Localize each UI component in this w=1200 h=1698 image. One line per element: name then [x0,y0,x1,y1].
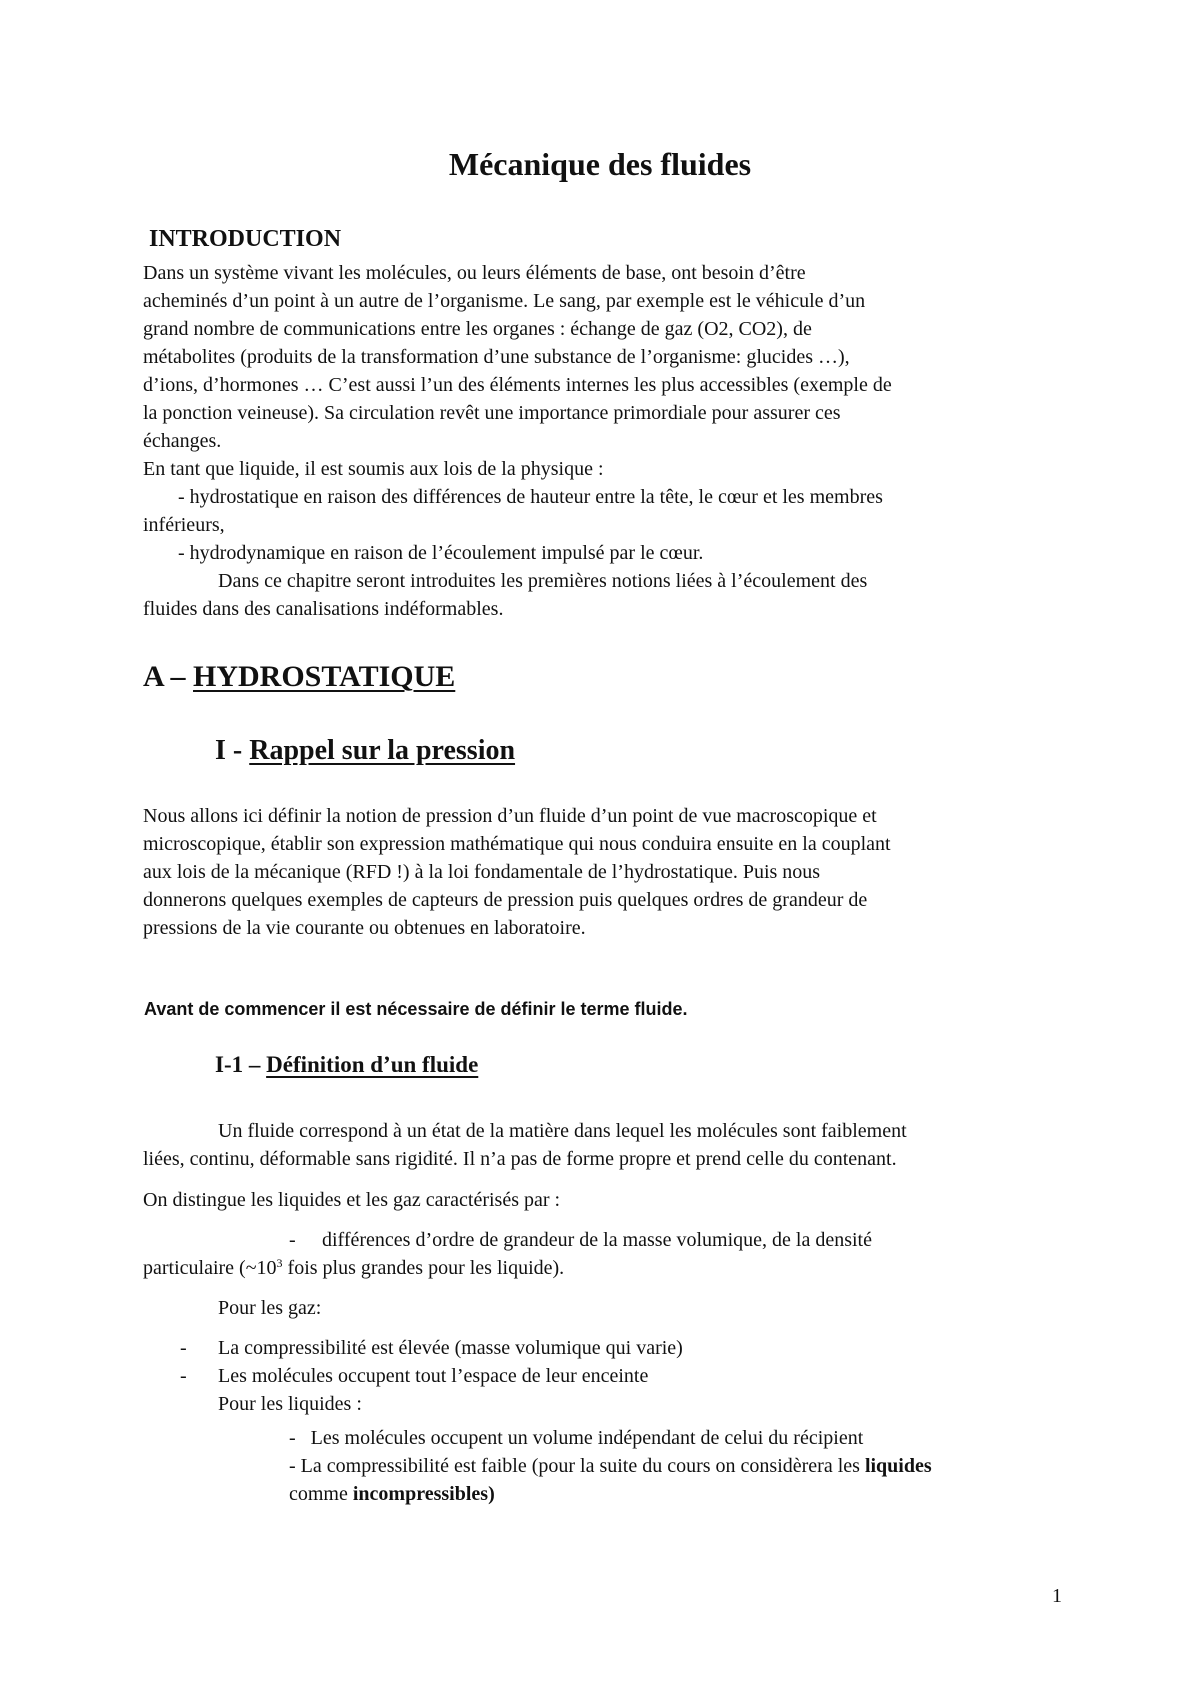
intro-line: fluides dans des canalisations indéformables. [143,598,504,620]
fluide-line: Un fluide correspond à un état de la matière dans lequel les molécules sont faiblement [218,1120,907,1142]
liquides-item-2 [289,1452,932,1480]
intro-line: Dans ce chapitre seront introduites les premières notions liées à l’écoulement des [218,570,868,592]
intro-line: d’ions, d’hormones … C’est aussi l’un des éléments internes les plus accessibles (exemple de [143,374,892,396]
liquides-item-2-continued [289,1480,495,1508]
pression-line: pressions de la vie courante ou obtenues en laboratoire. [143,917,586,939]
intro-line: - hydrodynamique en raison de l’écoulement impulsé par le cœur. [178,542,704,564]
intro-line: grand nombre de communications entre les organes : échange de gaz (O2, CO2), de [143,318,812,340]
pression-line: Nous allons ici définir la notion de pression d’un fluide d’un point de vue macroscopique et [143,805,877,827]
pression-line: donnerons quelques exemples de capteurs de pression puis quelques ordres de grandeur de [143,889,868,911]
gaz-dash: - [180,1337,187,1359]
page-title: Mécanique des fluides [448,146,752,182]
section-a-heading [143,660,455,694]
diff-text-b: fois plus grandes pour les liquide). [282,1257,565,1279]
pression-line: aux lois de la mécanique (RFD !) à la loi fondamentale de l’hydrostatique. Puis nous [143,861,821,883]
section-i1-title: Définition d’un fluide [266,1052,479,1077]
intro-line: acheminés d’un point à un autre de l’organisme. Le sang, par exemple est le véhicule d’un [143,290,866,312]
section-i1-prefix: I-1 – [215,1052,267,1077]
liquides-bold-word: incompressibles [352,1483,489,1505]
diff-exponent: 3 [276,1255,283,1270]
avant-note: Avant de commencer il est nécessaire de définir le terme fluide. [144,999,688,1019]
section-i-prefix: I - [215,735,250,766]
intro-line: la ponction veineuse). Sa circulation revêt une importance primordiale pour assurer ces [143,402,841,424]
intro-line: Dans un système vivant les molécules, ou leurs éléments de base, ont besoin d’être [143,262,806,284]
liquides-text-b: comme [289,1483,353,1505]
diff-line-2 [143,1254,564,1282]
gaz-item: Les molécules occupent tout l’espace de leur enceinte [218,1365,649,1387]
section-a-prefix: A – [143,660,194,693]
pression-line: microscopique, établir son expression mathématique qui nous conduira ensuite en la couplant [143,833,891,855]
liquides-close-paren: ) [488,1483,495,1505]
diff-line: différences d’ordre de grandeur de la masse volumique, de la densité [322,1229,872,1251]
page-number: 1 [1052,1585,1062,1607]
liquides-text-a: - La compressibilité est faible (pour la suite du cours on considèrera les [289,1455,865,1477]
intro-line: échanges. [143,430,222,452]
section-i-title: Rappel sur la pression [249,735,516,766]
liquides-heading: Pour les liquides : [218,1393,362,1415]
diff-text-a: particulaire (~10 [143,1257,277,1279]
diff-dash: - [289,1229,296,1251]
intro-line: métabolites (produits de la transformation d’une substance de l’organisme: glucides …), [143,346,850,368]
gaz-dash: - [180,1365,187,1387]
intro-line: inférieurs, [143,514,225,536]
liquides-bold-word: liquides [864,1455,932,1477]
intro-line: En tant que liquide, il est soumis aux lois de la physique : [143,458,604,480]
distinguish-line: On distingue les liquides et les gaz caractérisés par : [143,1189,561,1211]
section-a-title: HYDROSTATIQUE [193,660,456,693]
intro-line: - hydrostatique en raison des différences de hauteur entre la tête, le cœur et les membres [178,486,883,508]
section-i1-heading [215,1052,478,1078]
section-i-heading [215,735,515,767]
introduction-heading: INTRODUCTION [149,226,342,252]
liquides-item: - Les molécules occupent un volume indépendant de celui du récipient [289,1427,864,1449]
gaz-heading: Pour les gaz: [218,1297,322,1319]
fluide-line: liées, continu, déformable sans rigidité. Il n’a pas de forme propre et prend celle du contenant. [143,1148,897,1170]
gaz-item: La compressibilité est élevée (masse volumique qui varie) [218,1337,683,1359]
